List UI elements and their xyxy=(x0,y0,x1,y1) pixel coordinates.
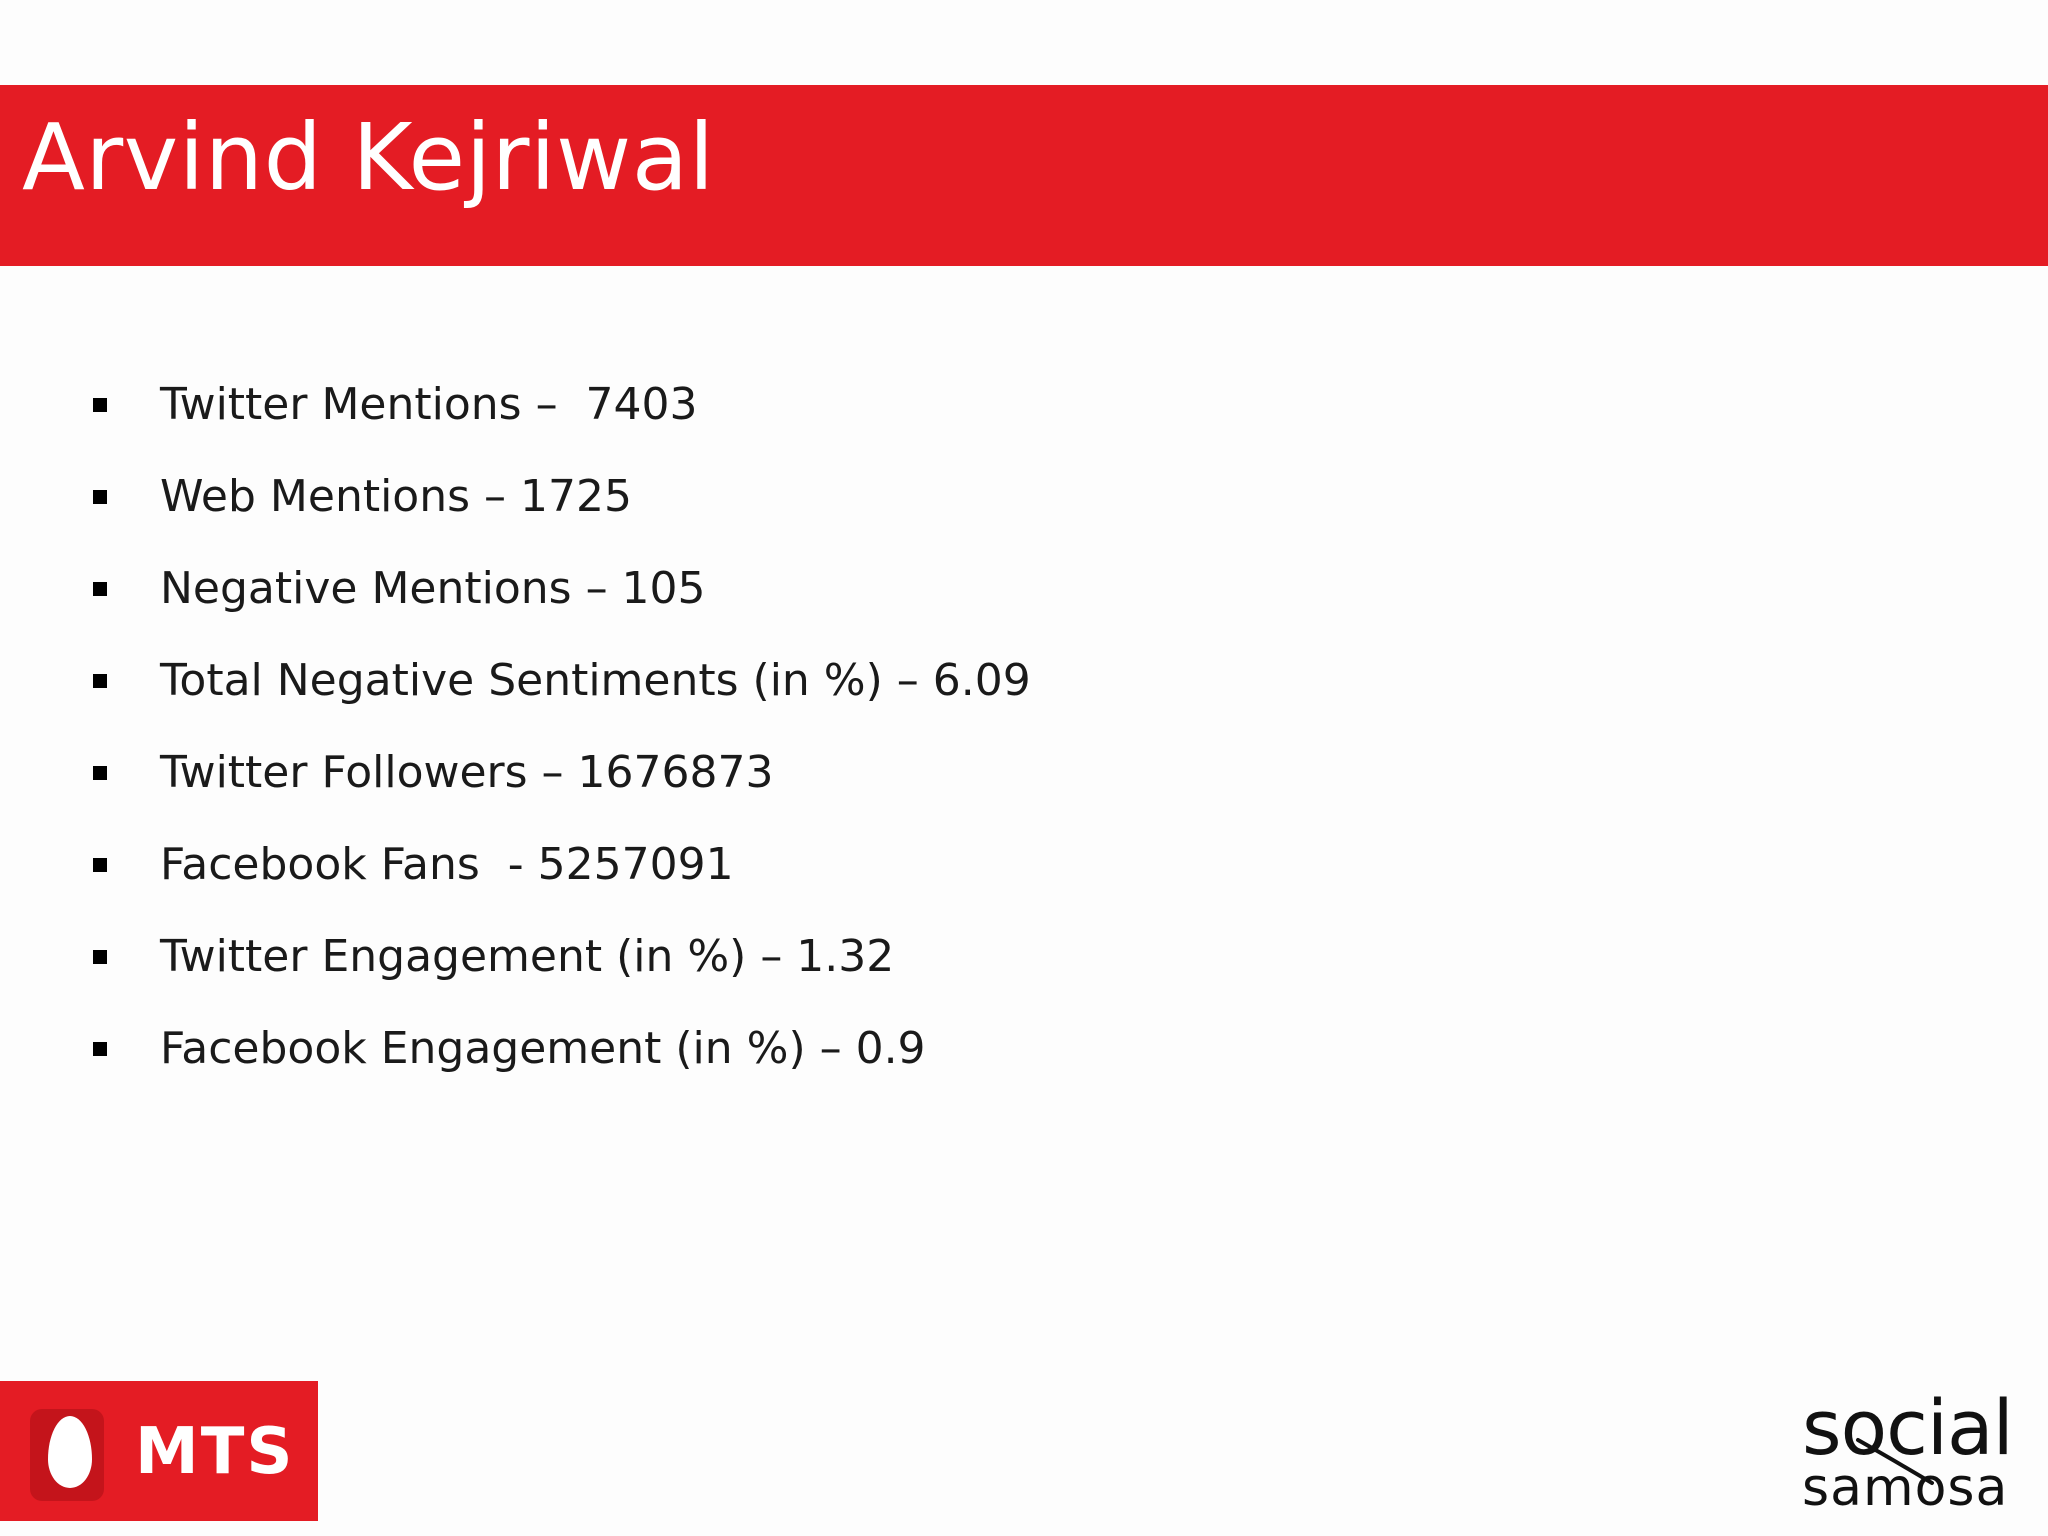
square-bullet-icon xyxy=(93,582,107,596)
bullet-text: Facebook Engagement (in %) – 0.9 xyxy=(160,1023,926,1074)
social-samosa-logo-line1: social xyxy=(1802,1383,2013,1472)
bullet-text: Web Mentions – 1725 xyxy=(160,471,632,522)
square-bullet-icon xyxy=(93,766,107,780)
mts-logo-text: MTS xyxy=(135,1415,295,1489)
social-samosa-logo-line2: samosa xyxy=(1802,1458,2009,1518)
bullet-text: Twitter Engagement (in %) – 1.32 xyxy=(160,931,895,982)
samosa-swoosh-icon xyxy=(1850,1428,1940,1488)
slide-title: Arvind Kejriwal xyxy=(22,104,715,211)
square-bullet-icon xyxy=(93,398,107,412)
bullet-text: Twitter Mentions – 7403 xyxy=(160,379,698,430)
square-bullet-icon xyxy=(93,1042,107,1056)
square-bullet-icon xyxy=(93,858,107,872)
square-bullet-icon xyxy=(93,674,107,688)
mts-logo xyxy=(0,1381,318,1521)
square-bullet-icon xyxy=(93,490,107,504)
social-samosa-logo xyxy=(1790,1383,2030,1518)
bullet-text: Negative Mentions – 105 xyxy=(160,563,706,614)
bullet-text: Facebook Fans - 5257091 xyxy=(160,839,734,890)
square-bullet-icon xyxy=(93,950,107,964)
bullet-text: Total Negative Sentiments (in %) – 6.09 xyxy=(160,655,1031,706)
bullet-text: Twitter Followers – 1676873 xyxy=(160,747,774,798)
